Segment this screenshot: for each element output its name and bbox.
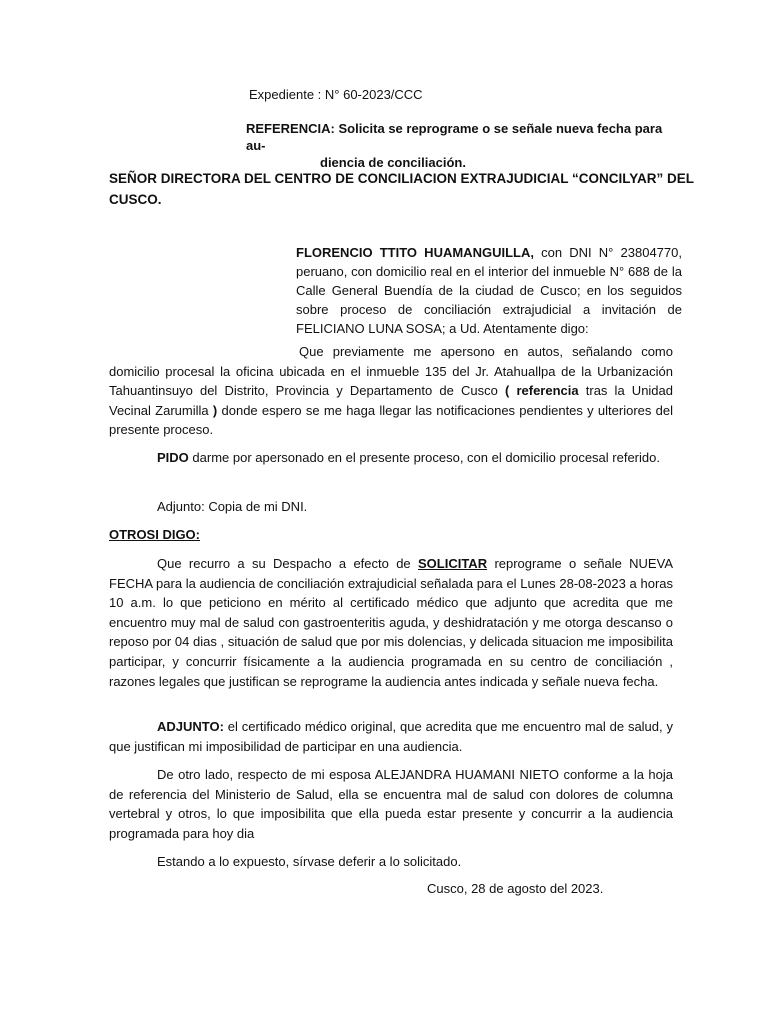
paragraph-solicitar <box>109 554 673 691</box>
p1-ref-open: ( referencia <box>504 383 579 399</box>
expediente-line: Expediente : N° 60-2023/CCC <box>249 87 423 102</box>
referencia-label: REFERENCIA: <box>246 121 335 136</box>
p2-text-b: reprograme o señale NUEVA FECHA para la audiencia de conciliación extrajudicial señalada para el Lunes 28-08-2023 a horas 10 a.m. lo que peticiono en mérito al certificado médico que adjunto que acredita que me encuentro muy mal de salud con gastroenteritis aguda, y deshidratación y me otorga descanso o reposo por 04 dias , situación de salud que por mis dolencias, y delicada situacion me imposibilita participar, y concurrir físicamente a la audiencia programada en su centro de conciliación , razones legales que justifican se reprograme la audiencia antes indicada y señale nueva fecha. <box>109 556 673 689</box>
adjunto1-text: Adjunto: Copia de mi DNI. <box>157 499 308 514</box>
p1-ref-close: ) <box>212 402 218 418</box>
p2-solicitar: SOLICITAR <box>418 556 488 571</box>
addressee: SEÑOR DIRECTORA DEL CENTRO DE CONCILIACION EXTRAJUDICIAL “CONCILYAR” DEL CUSCO. <box>109 171 694 207</box>
p3-text: De otro lado, respecto de mi esposa ALEJANDRA HUAMANI NIETO conforme a la hoja de referencia del Ministerio de Salud, ella se encuentra mal de salud con dolores de columna vertebral y otros, lo que imposibilita que ella pueda estar presente y concurrir a la audiencia programada para hoy dia <box>109 767 673 841</box>
paragraph-pido <box>109 448 673 468</box>
petitioner-name: FLORENCIO TTITO HUAMANGUILLA, <box>296 245 534 260</box>
estando-text: Estando a lo expuesto, sírvase deferir a lo solicitado. <box>157 854 462 869</box>
referencia-line1: Solicita se reprograme o se señale nueva fecha para au- <box>246 121 663 153</box>
pido-label: PIDO <box>157 450 189 465</box>
adjunto2-label: ADJUNTO: <box>157 719 224 734</box>
p2-text-a: Que recurro a su Despacho a efecto de <box>157 556 411 571</box>
p1-text-a: Que previamente me apersono en autos, señalando como domicilio procesal la oficina ubicada en el inmueble 135 del Jr. Atahuallpa de la Urbanización Tahuantinsuyo del Distrito, Provincia y Departamento de Cusco <box>109 344 673 399</box>
paragraph-adjunto-certificado <box>109 717 673 756</box>
adjunto2-text: el certificado médico original, que acredita que me encuentro mal de salud, y que justifican mi imposibilidad de participar en una audiencia. <box>109 719 673 754</box>
paragraph-adjunto-dni <box>109 497 673 517</box>
paragraph-apersono <box>109 342 673 440</box>
referencia-line2: diencia de conciliación. <box>320 155 466 170</box>
paragraph-esposa <box>109 765 673 843</box>
p1-text-b: tras la Unidad Vecinal Zarumilla <box>109 383 674 418</box>
intro-text: con DNI N° 23804770, peruano, con domicilio real en el interior del inmueble N° 688 de la Calle General Buendía de la ciudad de Cusco; en los seguidos sobre proceso de conciliación extrajudicial a invitación de FELICIANO LUNA SOSA; a Ud. Atentamente digo: <box>296 245 682 336</box>
paragraph-estando <box>109 852 673 872</box>
intro-paragraph <box>296 243 682 338</box>
closing-date: Cusco, 28 de agosto del 2023. <box>427 881 604 896</box>
pido-text: darme por apersonado en el presente proceso, con el domicilio procesal referido. <box>192 450 660 465</box>
otrosi-heading: OTROSI DIGO: <box>109 527 200 542</box>
p1-text-c: donde espero se me haga llegar las notificaciones pendientes y ulteriores del presente proceso. <box>109 402 673 438</box>
referencia-block <box>246 120 666 171</box>
